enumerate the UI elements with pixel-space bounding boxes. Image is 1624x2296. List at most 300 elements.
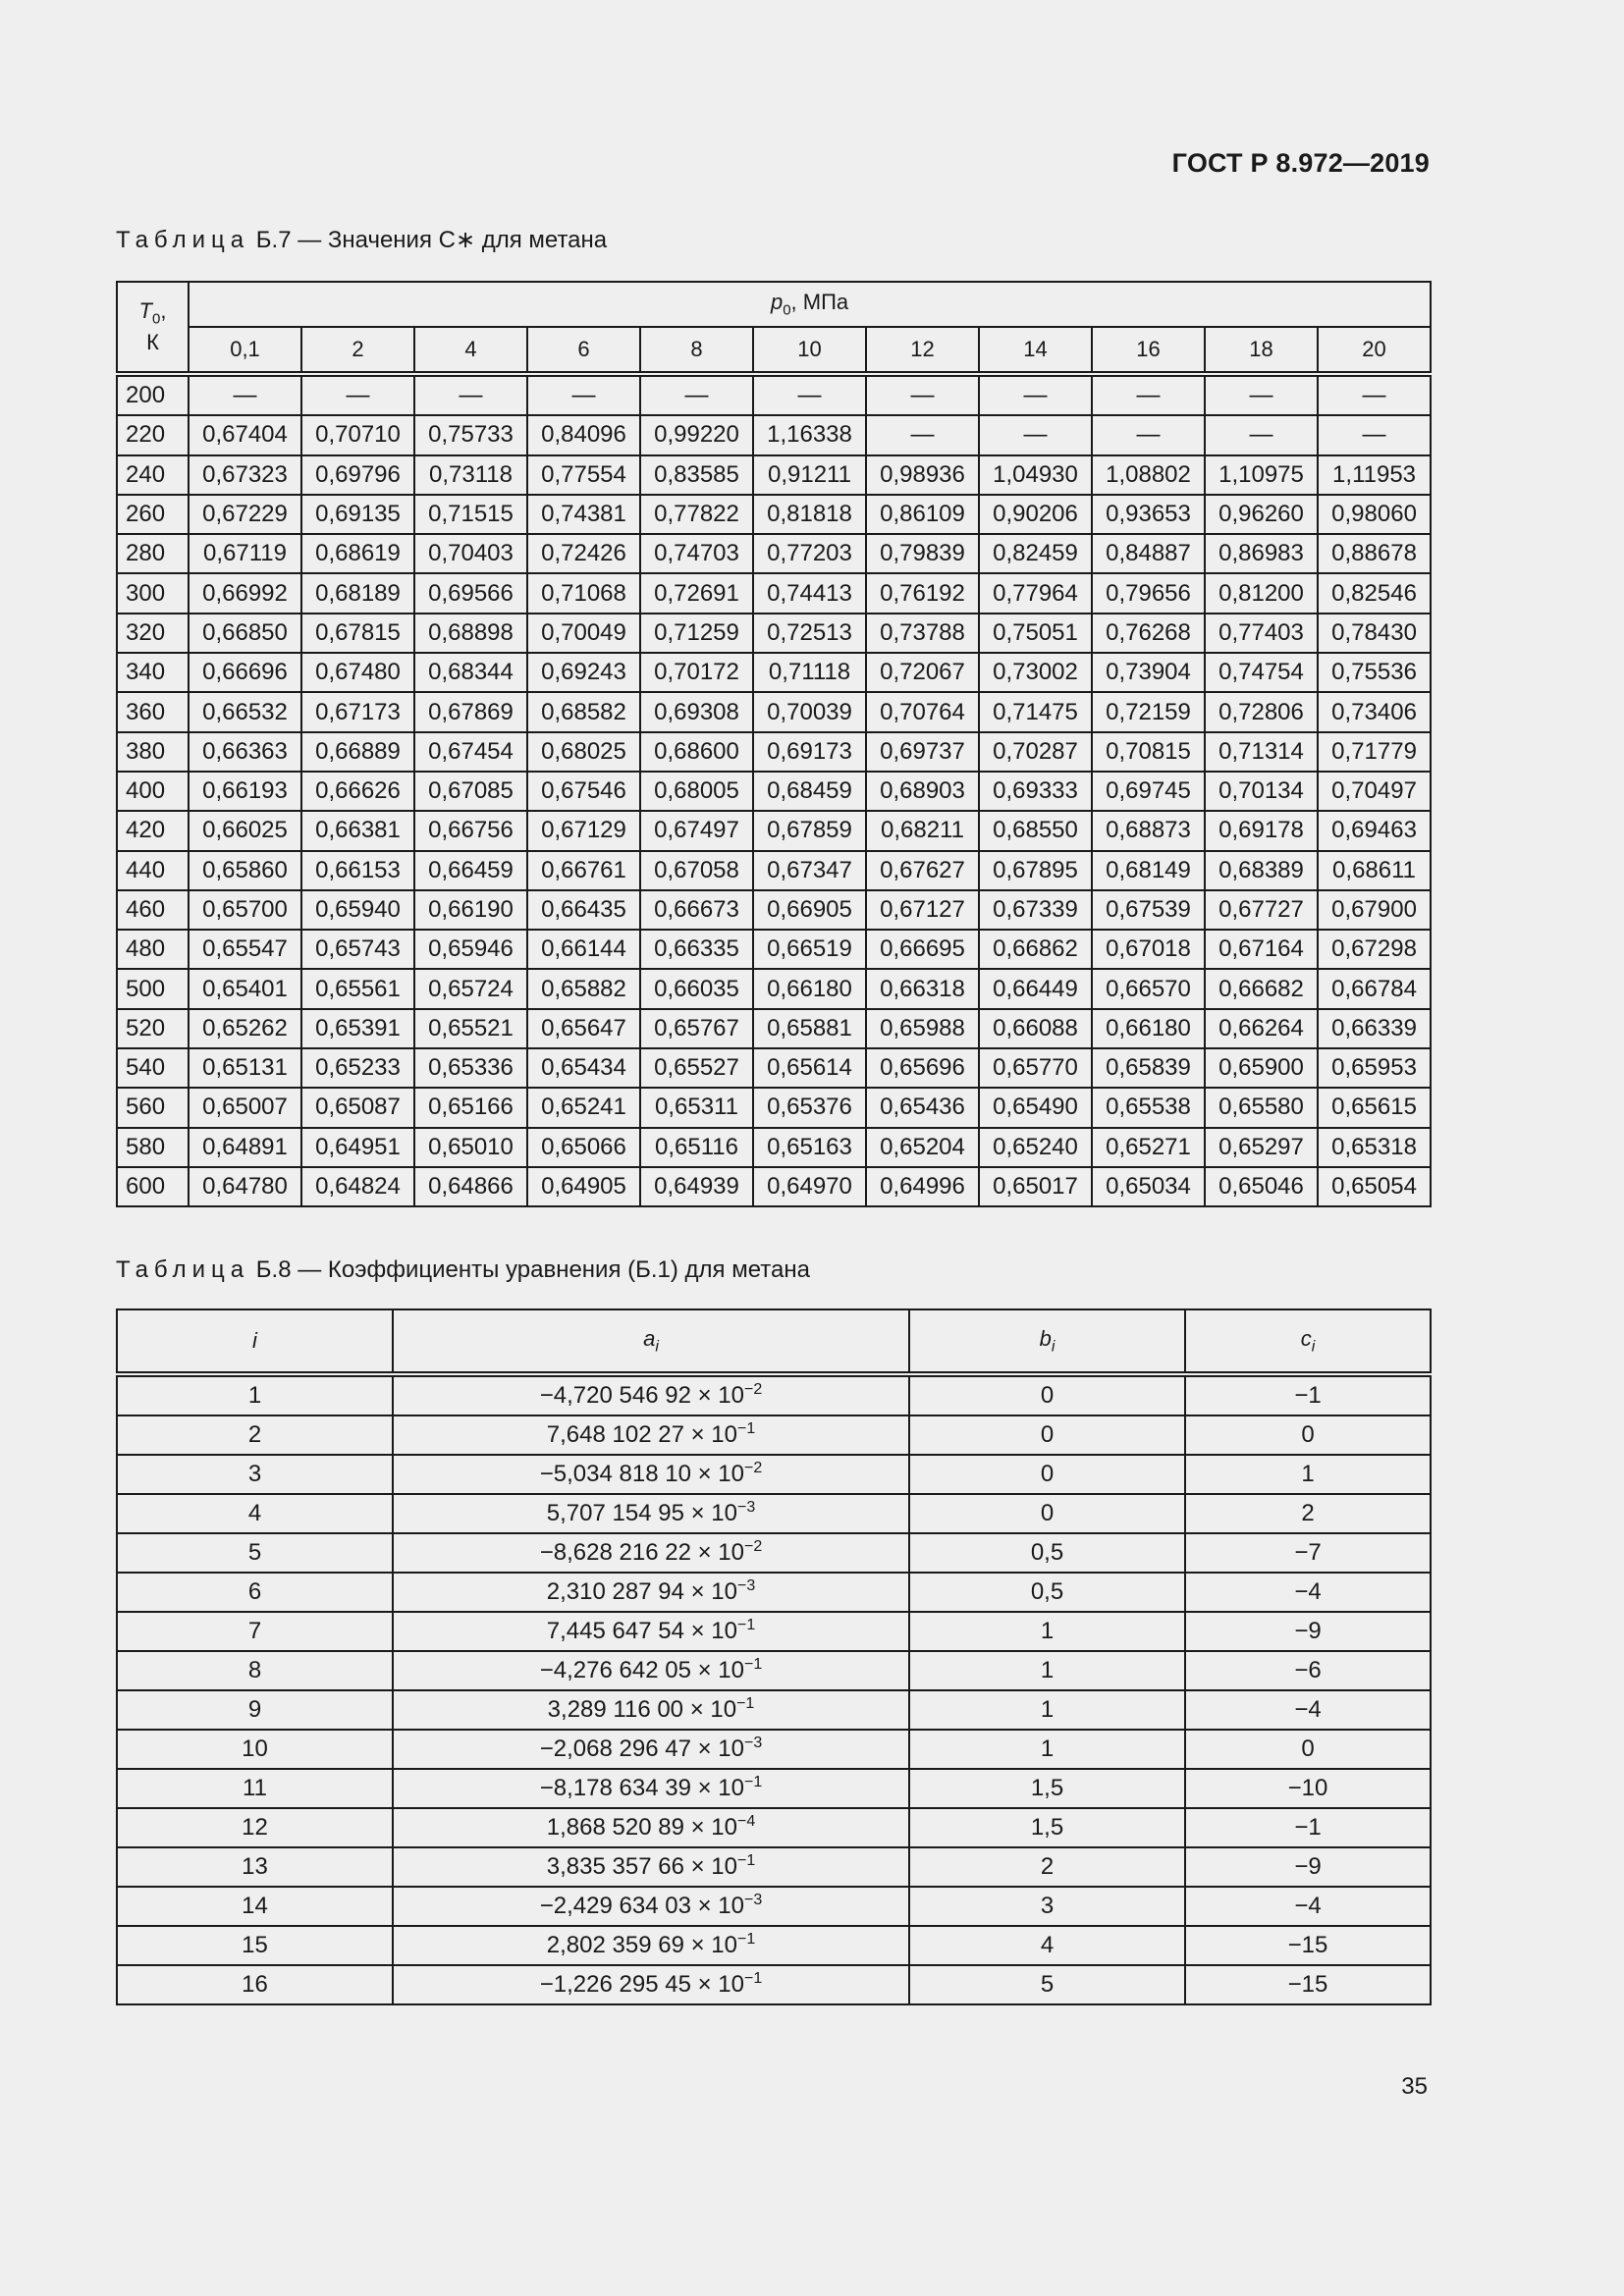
coef-c-cell: −6 xyxy=(1185,1651,1431,1690)
value-cell: 0,66025 xyxy=(189,811,301,850)
temperature-cell: 540 xyxy=(117,1048,189,1088)
coef-b-cell: 1 xyxy=(909,1730,1185,1769)
coef-a-cell xyxy=(393,1612,909,1651)
temperature-cell: 480 xyxy=(117,930,189,969)
value-cell: 0,83585 xyxy=(640,455,753,495)
coef-a-mantissa: 7,445 647 54 × 10 xyxy=(546,1618,737,1644)
value-cell: — xyxy=(1092,415,1205,454)
table-b7-caption xyxy=(116,226,607,254)
index-cell: 8 xyxy=(117,1651,393,1690)
coef-c-cell: −4 xyxy=(1185,1573,1431,1612)
value-cell: 1,04930 xyxy=(979,455,1092,495)
coef-a-cell xyxy=(393,1415,909,1455)
value-cell: — xyxy=(1205,374,1318,415)
header-b: $b_i$ xyxy=(909,1309,1185,1374)
value-cell: 0,66088 xyxy=(979,1009,1092,1048)
value-cell: 0,65521 xyxy=(414,1009,527,1048)
value-cell: — xyxy=(301,374,414,415)
value-cell: 0,69243 xyxy=(527,653,640,692)
temperature-cell: 520 xyxy=(117,1009,189,1048)
value-cell: 0,67454 xyxy=(414,732,527,772)
value-cell: 0,67539 xyxy=(1092,890,1205,930)
value-cell: — xyxy=(527,374,640,415)
value-cell: 0,81818 xyxy=(753,495,866,534)
temperature-cell: 440 xyxy=(117,851,189,890)
value-cell: 0,65839 xyxy=(1092,1048,1205,1088)
value-cell: 0,67859 xyxy=(753,811,866,850)
value-cell: 0,65860 xyxy=(189,851,301,890)
value-cell: 0,65881 xyxy=(753,1009,866,1048)
coef-a-exponent: −2 xyxy=(743,1381,763,1398)
coef-a-cell xyxy=(393,1533,909,1573)
value-cell: 0,75536 xyxy=(1318,653,1431,692)
caption-word: Таблица xyxy=(116,227,250,253)
temperature-cell: 240 xyxy=(117,455,189,495)
temperature-cell: 500 xyxy=(117,969,189,1008)
table-b8-body xyxy=(117,1374,1431,2004)
value-cell: 0,68582 xyxy=(527,692,640,731)
value-cell: 0,72806 xyxy=(1205,692,1318,731)
pressure-col-header: 20 xyxy=(1318,327,1431,374)
value-cell: 0,67627 xyxy=(866,851,979,890)
coef-c-cell: −1 xyxy=(1185,1374,1431,1415)
index-cell: 2 xyxy=(117,1415,393,1455)
value-cell: 0,84887 xyxy=(1092,534,1205,573)
coef-b-cell: 5 xyxy=(909,1965,1185,2004)
value-cell: 0,67497 xyxy=(640,811,753,850)
value-cell: 0,64866 xyxy=(414,1167,527,1206)
coef-b-cell: 2 xyxy=(909,1847,1185,1887)
table-row xyxy=(117,1769,1431,1808)
value-cell: 0,73904 xyxy=(1092,653,1205,692)
value-cell: 0,65614 xyxy=(753,1048,866,1088)
coef-a-cell xyxy=(393,1573,909,1612)
value-cell: 0,65401 xyxy=(189,969,301,1008)
pressure-col-header: 6 xyxy=(527,327,640,374)
table-row xyxy=(117,1612,1431,1651)
coef-a-exponent: −1 xyxy=(736,1420,756,1437)
coef-a-mantissa: −4,276 642 05 × 10 xyxy=(539,1657,744,1683)
value-cell: 0,65017 xyxy=(979,1167,1092,1206)
value-cell: 0,65271 xyxy=(1092,1128,1205,1167)
table-row xyxy=(117,930,1431,969)
value-cell: 0,98060 xyxy=(1318,495,1431,534)
value-cell: 0,66695 xyxy=(866,930,979,969)
value-cell: 0,65233 xyxy=(301,1048,414,1088)
value-cell: 0,99220 xyxy=(640,415,753,454)
table-row xyxy=(117,1690,1431,1730)
table-row xyxy=(117,614,1431,653)
index-cell: 11 xyxy=(117,1769,393,1808)
value-cell: 0,90206 xyxy=(979,495,1092,534)
coef-b-cell: 1 xyxy=(909,1651,1185,1690)
value-cell: 0,69135 xyxy=(301,495,414,534)
coef-a-cell xyxy=(393,1965,909,2004)
value-cell: 0,67815 xyxy=(301,614,414,653)
value-cell: 0,65131 xyxy=(189,1048,301,1088)
coef-c-cell: −10 xyxy=(1185,1769,1431,1808)
value-cell: 0,72426 xyxy=(527,534,640,573)
value-cell: 0,66339 xyxy=(1318,1009,1431,1048)
temperature-cell: 320 xyxy=(117,614,189,653)
pressure-col-header: 14 xyxy=(979,327,1092,374)
value-cell: 0,67480 xyxy=(301,653,414,692)
value-cell: 0,68389 xyxy=(1205,851,1318,890)
coef-c-cell: −15 xyxy=(1185,1965,1431,2004)
coef-c-cell: 0 xyxy=(1185,1415,1431,1455)
value-cell: 0,65900 xyxy=(1205,1048,1318,1088)
value-cell: 0,65007 xyxy=(189,1088,301,1127)
table-row xyxy=(117,495,1431,534)
coef-b-cell: 0,5 xyxy=(909,1573,1185,1612)
coef-a-cell xyxy=(393,1374,909,1415)
coef-a-exponent: −3 xyxy=(743,1735,763,1751)
table-row xyxy=(117,1847,1431,1887)
value-cell: 0,68873 xyxy=(1092,811,1205,850)
value-cell: 0,65527 xyxy=(640,1048,753,1088)
value-cell: 0,64996 xyxy=(866,1167,979,1206)
table-row xyxy=(117,811,1431,850)
pressure-col-header: 8 xyxy=(640,327,753,374)
standard-code: ГОСТ Р 8.972—2019 xyxy=(1171,148,1430,178)
value-cell: 0,68898 xyxy=(414,614,527,653)
value-cell: 0,69745 xyxy=(1092,772,1205,811)
value-cell: 0,68611 xyxy=(1318,851,1431,890)
value-cell: 0,65434 xyxy=(527,1048,640,1088)
coef-a-mantissa: 3,835 357 66 × 10 xyxy=(546,1853,737,1880)
temperature-cell: 220 xyxy=(117,415,189,454)
value-cell: 0,70049 xyxy=(527,614,640,653)
value-cell: 0,70497 xyxy=(1318,772,1431,811)
coef-a-cell xyxy=(393,1769,909,1808)
value-cell: 0,64824 xyxy=(301,1167,414,1206)
value-cell: 0,64970 xyxy=(753,1167,866,1206)
index-cell: 4 xyxy=(117,1494,393,1533)
caption-word: Таблица xyxy=(116,1256,250,1283)
value-cell: 0,65336 xyxy=(414,1048,527,1088)
coef-c-cell: −9 xyxy=(1185,1612,1431,1651)
header-a: $a_i$ xyxy=(393,1309,909,1374)
value-cell: 0,66862 xyxy=(979,930,1092,969)
value-cell: — xyxy=(753,374,866,415)
value-cell: 0,64905 xyxy=(527,1167,640,1206)
value-cell: 0,69737 xyxy=(866,732,979,772)
temperature-cell: 560 xyxy=(117,1088,189,1127)
value-cell: — xyxy=(866,374,979,415)
coef-a-cell xyxy=(393,1887,909,1926)
table-row xyxy=(117,1965,1431,2004)
value-cell: 0,69173 xyxy=(753,732,866,772)
coef-a-mantissa: −2,429 634 03 × 10 xyxy=(539,1893,744,1919)
temperature-cell: 260 xyxy=(117,495,189,534)
value-cell: 0,65696 xyxy=(866,1048,979,1088)
value-cell: — xyxy=(866,415,979,454)
value-cell: 0,68149 xyxy=(1092,851,1205,890)
value-cell: 1,10975 xyxy=(1205,455,1318,495)
value-cell: 0,68005 xyxy=(640,772,753,811)
value-cell: 0,65087 xyxy=(301,1088,414,1127)
coef-a-cell xyxy=(393,1808,909,1847)
table-row xyxy=(117,1573,1431,1612)
value-cell: 0,65318 xyxy=(1318,1128,1431,1167)
temperature-cell: 360 xyxy=(117,692,189,731)
value-cell: 0,67347 xyxy=(753,851,866,890)
value-cell: 0,82459 xyxy=(979,534,1092,573)
table-row xyxy=(117,1887,1431,1926)
value-cell: 0,69463 xyxy=(1318,811,1431,850)
value-cell: 0,65538 xyxy=(1092,1088,1205,1127)
value-cell: — xyxy=(1318,374,1431,415)
value-cell: 0,67173 xyxy=(301,692,414,731)
value-cell: 0,67058 xyxy=(640,851,753,890)
value-cell: 0,67339 xyxy=(979,890,1092,930)
value-cell: 0,65297 xyxy=(1205,1128,1318,1167)
value-cell: 0,66144 xyxy=(527,930,640,969)
value-cell: 0,66335 xyxy=(640,930,753,969)
value-cell: 0,70172 xyxy=(640,653,753,692)
coef-a-exponent: −1 xyxy=(736,1852,756,1869)
value-cell: 0,72691 xyxy=(640,573,753,613)
value-cell: 0,71779 xyxy=(1318,732,1431,772)
value-cell: 0,65054 xyxy=(1318,1167,1431,1206)
pressure-col-header: 18 xyxy=(1205,327,1318,374)
value-cell: — xyxy=(1092,374,1205,415)
table-row xyxy=(117,653,1431,692)
coef-a-mantissa: −5,034 818 10 × 10 xyxy=(539,1461,744,1487)
temperature-cell: 300 xyxy=(117,573,189,613)
caption-text: Б.7 — Значения C∗ для метана xyxy=(249,227,608,253)
coef-a-mantissa: 3,289 116 00 × 10 xyxy=(547,1696,737,1723)
value-cell: 0,91211 xyxy=(753,455,866,495)
coef-b-cell: 0 xyxy=(909,1455,1185,1494)
value-cell: 0,74381 xyxy=(527,495,640,534)
value-cell: 0,67127 xyxy=(866,890,979,930)
index-cell: 16 xyxy=(117,1965,393,2004)
index-cell: 5 xyxy=(117,1533,393,1573)
value-cell: — xyxy=(640,374,753,415)
value-cell: 0,65615 xyxy=(1318,1088,1431,1127)
header-c: $c_i$ xyxy=(1185,1309,1431,1374)
coef-c-cell: −1 xyxy=(1185,1808,1431,1847)
value-cell: 0,65547 xyxy=(189,930,301,969)
value-cell: 0,74754 xyxy=(1205,653,1318,692)
coef-a-exponent: −1 xyxy=(736,1617,756,1633)
caption-text: Б.8 — Коэффициенты уравнения (Б.1) для метана xyxy=(249,1256,810,1283)
value-cell: 0,77554 xyxy=(527,455,640,495)
value-cell: 0,68459 xyxy=(753,772,866,811)
value-cell: 0,68600 xyxy=(640,732,753,772)
value-cell: 0,67129 xyxy=(527,811,640,850)
value-cell: 0,65882 xyxy=(527,969,640,1008)
coef-c-cell: 1 xyxy=(1185,1455,1431,1494)
coef-b-cell: 0 xyxy=(909,1374,1185,1415)
temperature-cell: 600 xyxy=(117,1167,189,1206)
coef-a-exponent: −4 xyxy=(736,1813,756,1830)
value-cell: 0,71515 xyxy=(414,495,527,534)
value-cell: 0,67229 xyxy=(189,495,301,534)
value-cell: 0,68211 xyxy=(866,811,979,850)
value-cell: 0,66381 xyxy=(301,811,414,850)
coef-a-exponent: −1 xyxy=(743,1656,763,1673)
pressure-col-header: 10 xyxy=(753,327,866,374)
table-row xyxy=(117,573,1431,613)
value-cell: 0,74703 xyxy=(640,534,753,573)
value-cell: 0,65166 xyxy=(414,1088,527,1127)
value-cell: — xyxy=(979,374,1092,415)
value-cell: 0,71475 xyxy=(979,692,1092,731)
table-row xyxy=(117,1455,1431,1494)
value-cell: 0,66180 xyxy=(753,969,866,1008)
temperature-cell: 400 xyxy=(117,772,189,811)
pressure-col-header: 16 xyxy=(1092,327,1205,374)
value-cell: 0,78430 xyxy=(1318,614,1431,653)
coef-a-exponent: −2 xyxy=(743,1460,763,1476)
value-cell: 0,65436 xyxy=(866,1088,979,1127)
value-cell: 0,69308 xyxy=(640,692,753,731)
value-cell: 0,77403 xyxy=(1205,614,1318,653)
coef-c-cell: −7 xyxy=(1185,1533,1431,1573)
value-cell: 0,88678 xyxy=(1318,534,1431,573)
pressure-col-header: 12 xyxy=(866,327,979,374)
value-cell: 0,66532 xyxy=(189,692,301,731)
coef-a-exponent: −1 xyxy=(743,1774,763,1790)
value-cell: 0,66318 xyxy=(866,969,979,1008)
coef-a-exponent: −3 xyxy=(736,1577,756,1594)
table-row xyxy=(117,1808,1431,1847)
value-cell: 0,71118 xyxy=(753,653,866,692)
index-cell: 7 xyxy=(117,1612,393,1651)
coef-a-cell xyxy=(393,1926,909,1965)
value-cell: 0,77964 xyxy=(979,573,1092,613)
pressure-values-row xyxy=(117,327,1431,374)
value-cell: 0,65490 xyxy=(979,1088,1092,1127)
value-cell: 0,66696 xyxy=(189,653,301,692)
coef-a-exponent: −3 xyxy=(743,1892,763,1908)
value-cell: 0,65034 xyxy=(1092,1167,1205,1206)
value-cell: 0,65724 xyxy=(414,969,527,1008)
temperature-header: $T_0$, К xyxy=(117,282,189,374)
coef-a-mantissa: 2,802 359 69 × 10 xyxy=(546,1932,737,1958)
value-cell: 0,72067 xyxy=(866,653,979,692)
value-cell: 0,67869 xyxy=(414,692,527,731)
value-cell: 0,72513 xyxy=(753,614,866,653)
table-row xyxy=(117,1167,1431,1206)
coef-b-cell: 1 xyxy=(909,1690,1185,1730)
temperature-cell: 460 xyxy=(117,890,189,930)
header-i: i xyxy=(117,1309,393,1374)
table-row xyxy=(117,1533,1431,1573)
value-cell: 1,16338 xyxy=(753,415,866,454)
value-cell: 0,65743 xyxy=(301,930,414,969)
coef-b-cell: 1 xyxy=(909,1612,1185,1651)
value-cell: — xyxy=(414,374,527,415)
table-row xyxy=(117,1926,1431,1965)
table-row xyxy=(117,455,1431,495)
page-number: 35 xyxy=(1401,2073,1428,2100)
value-cell: 0,64891 xyxy=(189,1128,301,1167)
coef-a-mantissa: 1,868 520 89 × 10 xyxy=(546,1814,737,1841)
table-row xyxy=(117,1009,1431,1048)
coef-a-exponent: −1 xyxy=(736,1931,756,1948)
coef-b-cell: 0,5 xyxy=(909,1533,1185,1573)
temperature-cell: 580 xyxy=(117,1128,189,1167)
coef-a-mantissa: −4,720 546 92 × 10 xyxy=(539,1382,744,1409)
value-cell: 0,93653 xyxy=(1092,495,1205,534)
value-cell: — xyxy=(1205,415,1318,454)
coef-c-cell: 2 xyxy=(1185,1494,1431,1533)
value-cell: 0,72159 xyxy=(1092,692,1205,731)
value-cell: 0,66756 xyxy=(414,811,527,850)
value-cell: 0,65240 xyxy=(979,1128,1092,1167)
table-row xyxy=(117,732,1431,772)
value-cell: 0,71259 xyxy=(640,614,753,653)
value-cell: 0,65241 xyxy=(527,1088,640,1127)
temperature-cell: 280 xyxy=(117,534,189,573)
value-cell: 0,73002 xyxy=(979,653,1092,692)
value-cell: 0,65946 xyxy=(414,930,527,969)
value-cell: 0,67727 xyxy=(1205,890,1318,930)
value-cell: 0,65116 xyxy=(640,1128,753,1167)
value-cell: 1,11953 xyxy=(1318,455,1431,495)
index-cell: 6 xyxy=(117,1573,393,1612)
value-cell: 0,66784 xyxy=(1318,969,1431,1008)
value-cell: 0,66992 xyxy=(189,573,301,613)
table-row xyxy=(117,1374,1431,1415)
value-cell: 0,68619 xyxy=(301,534,414,573)
value-cell: 0,71068 xyxy=(527,573,640,613)
value-cell: 0,67404 xyxy=(189,415,301,454)
coef-a-mantissa: −8,628 216 22 × 10 xyxy=(539,1539,744,1566)
value-cell: 0,68189 xyxy=(301,573,414,613)
value-cell: 0,66761 xyxy=(527,851,640,890)
value-cell: 0,66193 xyxy=(189,772,301,811)
value-cell: 0,66035 xyxy=(640,969,753,1008)
value-cell: 0,74413 xyxy=(753,573,866,613)
value-cell: 0,73118 xyxy=(414,455,527,495)
value-cell: 0,68025 xyxy=(527,732,640,772)
value-cell: 0,84096 xyxy=(527,415,640,454)
value-cell: 0,79656 xyxy=(1092,573,1205,613)
coef-a-exponent: −1 xyxy=(743,1970,763,1987)
coef-a-cell xyxy=(393,1494,909,1533)
value-cell: 0,65010 xyxy=(414,1128,527,1167)
value-cell: 0,86983 xyxy=(1205,534,1318,573)
value-cell: 0,65163 xyxy=(753,1128,866,1167)
value-cell: 0,64951 xyxy=(301,1128,414,1167)
value-cell: 0,67546 xyxy=(527,772,640,811)
table-row xyxy=(117,772,1431,811)
value-cell: 0,65311 xyxy=(640,1088,753,1127)
value-cell: 0,66190 xyxy=(414,890,527,930)
value-cell: 0,73788 xyxy=(866,614,979,653)
value-cell: 0,65391 xyxy=(301,1009,414,1048)
value-cell: 0,64939 xyxy=(640,1167,753,1206)
value-cell: 0,70039 xyxy=(753,692,866,731)
value-cell: 0,77822 xyxy=(640,495,753,534)
value-cell: 0,70710 xyxy=(301,415,414,454)
coef-a-mantissa: −8,178 634 39 × 10 xyxy=(539,1775,744,1801)
value-cell: 0,70403 xyxy=(414,534,527,573)
value-cell: 0,68550 xyxy=(979,811,1092,850)
value-cell: 0,66363 xyxy=(189,732,301,772)
coef-a-mantissa: 7,648 102 27 × 10 xyxy=(546,1421,737,1448)
temperature-cell: 420 xyxy=(117,811,189,850)
table-row xyxy=(117,1128,1431,1167)
value-cell: 0,68903 xyxy=(866,772,979,811)
value-cell: 0,66905 xyxy=(753,890,866,930)
value-cell: 0,66264 xyxy=(1205,1009,1318,1048)
coef-c-cell: −4 xyxy=(1185,1887,1431,1926)
